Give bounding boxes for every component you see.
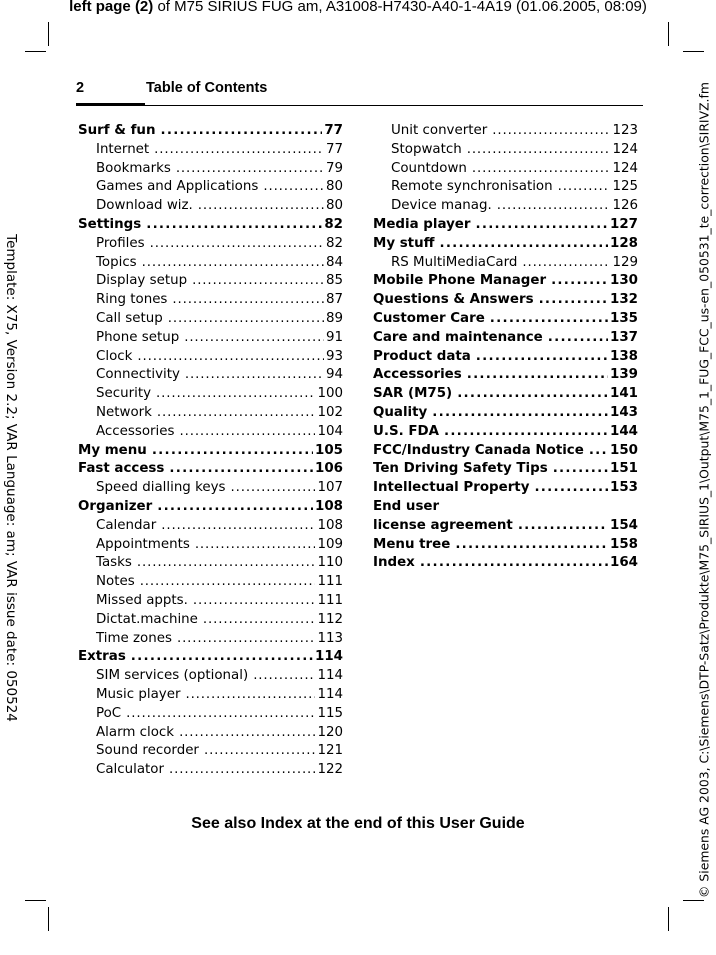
toc-entry[interactable] (373, 385, 638, 404)
toc-entry-page: 112 (317, 611, 343, 627)
toc-entry-title: Notes (96, 574, 135, 590)
toc-dot-leader (420, 554, 608, 573)
toc-dot-leader (558, 178, 611, 197)
toc-entry[interactable] (78, 705, 343, 724)
toc-dot-leader (168, 310, 324, 329)
toc-dot-leader (157, 404, 316, 423)
toc-entry[interactable] (78, 404, 343, 423)
toc-entry[interactable] (373, 122, 638, 141)
toc-entry[interactable] (78, 329, 343, 348)
crop-mark (683, 900, 704, 901)
toc-entry-page: 137 (610, 329, 638, 345)
toc-entry-title: U.S. FDA (373, 423, 439, 439)
toc-entry-title: Bookmarks (96, 160, 171, 176)
toc-entry-page: 107 (317, 480, 343, 496)
toc-dot-leader (161, 122, 323, 141)
toc-entry[interactable] (78, 216, 343, 235)
toc-dot-leader (179, 724, 315, 743)
toc-entry-title: Accessories (373, 367, 462, 383)
toc-entry[interactable] (78, 648, 343, 667)
toc-entry[interactable] (78, 366, 343, 385)
toc-dot-leader (131, 648, 313, 667)
toc-dot-leader (204, 742, 315, 761)
toc-entry-title: Settings (78, 216, 142, 232)
toc-entry-page: 80 (325, 179, 343, 195)
toc-entry[interactable] (373, 460, 638, 479)
toc-entry[interactable] (373, 423, 638, 442)
toc-dot-leader (193, 592, 316, 611)
toc-entry[interactable] (78, 178, 343, 197)
toc-entry-title: Call setup (96, 310, 163, 326)
toc-entry-title: Appointments (96, 536, 190, 552)
toc-entry-page: 102 (317, 404, 343, 420)
toc-entry-title: Display setup (96, 273, 188, 289)
toc-entry-title: FCC/Industry Canada Notice (373, 442, 584, 458)
toc-entry[interactable] (78, 761, 343, 780)
toc-entry-page: 113 (317, 630, 343, 646)
toc-entry-title: Speed dialling keys (96, 480, 226, 496)
toc-entry-title: Index (373, 555, 415, 571)
toc-entry-title: Accessories (96, 423, 175, 439)
toc-entry[interactable] (78, 667, 343, 686)
crop-mark (25, 51, 46, 52)
toc-entry[interactable] (373, 197, 638, 216)
toc-entry[interactable] (373, 310, 638, 329)
toc-dot-leader (203, 611, 316, 630)
toc-entry[interactable] (373, 554, 638, 573)
toc-entry-page: 125 (612, 179, 638, 195)
toc-dot-leader (472, 160, 611, 179)
toc-dot-leader (172, 291, 324, 310)
toc-dot-leader (156, 385, 315, 404)
toc-entry-page: 91 (325, 329, 343, 345)
toc-dot-leader (539, 291, 608, 310)
toc-entry-page: 106 (315, 461, 343, 477)
toc-entry[interactable] (373, 291, 638, 310)
toc-entry-title: Connectivity (96, 367, 180, 383)
toc-entry-page: 100 (317, 386, 343, 402)
toc-dot-leader (230, 479, 315, 498)
toc-entry-page: 153 (610, 480, 638, 496)
toc-entry[interactable] (373, 216, 638, 235)
toc-entry-page: 89 (325, 310, 343, 326)
toc-entry[interactable] (78, 291, 343, 310)
toc-entry-title: Calculator (96, 762, 164, 778)
header-document-info: of M75 SIRIUS FUG am, A31008-H7430-A40-1-4A19 (01.06.2005, 08:09) (153, 0, 647, 15)
toc-entry-title: SIM services (optional) (96, 668, 249, 684)
toc-entry-page: 121 (317, 743, 343, 759)
toc-entry-title: Alarm clock (96, 724, 175, 740)
toc-entry-page: 124 (612, 160, 638, 176)
toc-dot-leader (497, 197, 611, 216)
toc-entry-title: Dictat.machine (96, 611, 198, 627)
toc-dot-leader (140, 573, 316, 592)
toc-entry-page: 127 (610, 216, 638, 232)
toc-entry-title: Menu tree (373, 536, 451, 552)
index-reference-note: See also Index at the end of this User Guide (191, 815, 525, 832)
toc-entry-title: My stuff (373, 235, 435, 251)
header-rule-accent (76, 103, 145, 106)
toc-entry[interactable] (373, 536, 638, 555)
toc-entry-page: 87 (325, 292, 343, 308)
toc-entry-title: Calendar (96, 517, 157, 533)
toc-entry[interactable] (78, 310, 343, 329)
toc-entry[interactable] (373, 498, 638, 517)
toc-entry-title: Fast access (78, 461, 165, 477)
toc-entry-title: Sound recorder (96, 743, 199, 759)
toc-entry[interactable] (78, 254, 343, 273)
toc-entry-page: 79 (325, 160, 343, 176)
crop-mark (668, 907, 669, 931)
toc-dot-leader (152, 442, 313, 461)
toc-entry-page: 82 (324, 216, 343, 232)
toc-entry-page: 123 (612, 123, 638, 138)
toc-dot-leader (263, 178, 324, 197)
toc-entry-page: 129 (612, 254, 638, 270)
toc-entry[interactable] (373, 348, 638, 367)
toc-right-column (373, 122, 638, 573)
toc-entry[interactable] (78, 423, 343, 442)
toc-entry-page: 115 (317, 705, 343, 721)
toc-entry[interactable] (78, 630, 343, 649)
toc-dot-leader (476, 348, 608, 367)
toc-dot-leader (176, 160, 324, 179)
toc-entry-title: Unit converter (391, 123, 488, 138)
toc-entry-title: Tasks (96, 555, 132, 571)
toc-entry-page: 122 (317, 762, 343, 778)
toc-entry[interactable] (78, 536, 343, 555)
toc-entry[interactable] (78, 742, 343, 761)
toc-dot-leader (169, 761, 315, 780)
toc-entry[interactable] (373, 254, 638, 273)
template-info-vertical: Template: X75, Version 2.2; VAR Language: am; VAR issue date: 050524 (3, 234, 19, 722)
toc-entry[interactable] (373, 517, 638, 536)
toc-entry[interactable] (78, 479, 343, 498)
toc-dot-leader (492, 122, 610, 141)
toc-entry-title: RS MultiMediaCard (391, 254, 518, 270)
toc-entry-page: 126 (612, 198, 638, 214)
toc-entry-title: Clock (96, 348, 133, 364)
toc-entry-page: 114 (315, 649, 343, 665)
crop-mark (683, 51, 704, 52)
toc-entry[interactable] (373, 141, 638, 160)
toc-entry[interactable] (78, 554, 343, 573)
toc-dot-leader (589, 442, 608, 461)
toc-entry-title: Quality (373, 404, 428, 420)
toc-entry-page: 104 (317, 423, 343, 439)
toc-dot-leader (146, 216, 322, 235)
toc-dot-leader (150, 235, 324, 254)
document-header (0, 0, 716, 15)
toc-entry[interactable] (78, 573, 343, 592)
toc-entry-title: Profiles (96, 235, 145, 251)
toc-dot-leader (192, 272, 324, 291)
toc-entry[interactable] (78, 611, 343, 630)
toc-entry-title: Extras (78, 649, 126, 665)
toc-entry-title: Care and maintenance (373, 329, 543, 345)
toc-entry[interactable] (373, 442, 638, 461)
toc-entry-page: 94 (325, 367, 343, 383)
toc-entry[interactable] (78, 724, 343, 743)
toc-dot-leader (137, 554, 316, 573)
toc-dot-leader (490, 310, 608, 329)
toc-entry[interactable] (78, 272, 343, 291)
toc-entry-page: 120 (317, 724, 343, 740)
toc-entry-title: Network (96, 404, 152, 420)
toc-entry-page: 109 (317, 536, 343, 552)
page-number: 2 (76, 80, 85, 96)
toc-entry-title: Internet (96, 141, 150, 157)
toc-entry-title: Security (96, 386, 151, 402)
toc-dot-leader (195, 536, 316, 555)
toc-entry-page: 80 (325, 198, 343, 214)
toc-entry-title: PoC (96, 705, 122, 721)
toc-entry-title: Surf & fun (78, 123, 156, 138)
toc-entry[interactable] (78, 498, 343, 517)
toc-dot-leader (444, 423, 608, 442)
toc-dot-leader (157, 498, 313, 517)
toc-dot-leader (253, 667, 315, 686)
toc-entry-page: 151 (610, 461, 638, 477)
toc-entry[interactable] (373, 404, 638, 423)
toc-entry-page: 111 (317, 592, 343, 608)
toc-entry-title: My menu (78, 442, 147, 458)
toc-entry-page: 85 (325, 273, 343, 289)
toc-entry-title: Stopwatch (391, 141, 462, 157)
crop-mark (48, 907, 49, 931)
toc-entry-page: 141 (610, 386, 638, 402)
toc-entry-title: Topics (96, 254, 137, 270)
toc-entry-title: Questions & Answers (373, 292, 534, 308)
toc-dot-leader (179, 423, 315, 442)
toc-entry[interactable] (373, 178, 638, 197)
toc-entry-title: Remote synchronisation (391, 179, 553, 195)
toc-entry[interactable] (78, 686, 343, 705)
toc-entry-page: 84 (325, 254, 343, 270)
toc-dot-leader (184, 329, 324, 348)
toc-entry-page: 135 (610, 310, 638, 326)
toc-entry-page: 138 (610, 348, 638, 364)
toc-dot-leader (126, 705, 315, 724)
toc-entry-page: 144 (610, 423, 638, 439)
toc-entry-title: Device manag. (391, 198, 492, 214)
toc-dot-leader (432, 404, 608, 423)
toc-entry[interactable] (78, 348, 343, 367)
toc-entry[interactable] (373, 235, 638, 254)
toc-entry-page: 105 (315, 442, 343, 458)
toc-dot-leader (177, 630, 315, 649)
toc-left-column (78, 122, 343, 780)
toc-dot-leader (467, 141, 611, 160)
toc-entry-title: SAR (M75) (373, 386, 453, 402)
toc-entry-title: Ring tones (96, 292, 168, 308)
toc-entry[interactable] (78, 460, 343, 479)
toc-dot-leader (467, 366, 608, 385)
crop-mark (668, 22, 669, 46)
crop-mark (48, 22, 49, 46)
toc-entry[interactable] (78, 592, 343, 611)
crop-mark (25, 900, 46, 901)
toc-entry-page: 154 (610, 517, 638, 533)
toc-entry[interactable] (373, 272, 638, 291)
toc-entry-title: Missed appts. (96, 592, 188, 608)
copyright-path-vertical: © Siemens AG 2003, C:\Siemens\DTP-Satz\Produkte\M75_SIRIUS_1\Output\M75_1_FUG_FCC_us-en_050531_te_correction\SIRIVZ.fm (696, 82, 712, 898)
toc-dot-leader (185, 686, 315, 705)
toc-dot-leader (142, 254, 324, 273)
toc-entry-title: Organizer (78, 498, 153, 514)
toc-entry[interactable] (78, 160, 343, 179)
toc-dot-leader (548, 329, 608, 348)
toc-entry[interactable] (78, 442, 343, 461)
toc-entry[interactable] (373, 160, 638, 179)
toc-entry-title: Countdown (391, 160, 467, 176)
toc-dot-leader (161, 517, 315, 536)
toc-entry-page: 114 (317, 668, 343, 684)
toc-entry[interactable] (373, 329, 638, 348)
header-page-label: left page (2) (69, 0, 154, 15)
toc-dot-leader (457, 385, 608, 404)
toc-entry-page: 108 (317, 517, 343, 533)
toc-entry-page: 139 (610, 367, 638, 383)
toc-entry-page: 130 (610, 273, 638, 289)
toc-dot-leader (169, 460, 313, 479)
toc-entry-title: Music player (96, 686, 181, 702)
toc-entry-page: 164 (610, 555, 638, 571)
toc-dot-leader (522, 254, 610, 273)
header-rule (76, 105, 643, 106)
toc-entry-page: 111 (317, 574, 343, 590)
toc-entry[interactable] (373, 479, 638, 498)
toc-entry-title: Customer Care (373, 310, 485, 326)
toc-entry-page: 143 (610, 404, 638, 420)
toc-entry-title: Media player (373, 216, 471, 232)
toc-entry-title: Download wiz. (96, 198, 193, 214)
toc-entry[interactable] (78, 385, 343, 404)
toc-dot-leader (476, 216, 609, 235)
toc-dot-leader (198, 197, 324, 216)
toc-entry[interactable] (78, 517, 343, 536)
toc-dot-leader (137, 348, 324, 367)
toc-entry-title: Ten Driving Safety Tips (373, 461, 548, 477)
toc-entry[interactable] (78, 235, 343, 254)
toc-entry[interactable] (78, 197, 343, 216)
toc-entry-title: Games and Applications (96, 179, 259, 195)
toc-dot-leader (551, 272, 608, 291)
toc-dot-leader (534, 479, 608, 498)
toc-entry-title: Phone setup (96, 329, 180, 345)
toc-entry-page: 108 (315, 498, 343, 514)
toc-entry-page: 124 (612, 141, 638, 157)
toc-entry[interactable] (78, 141, 343, 160)
toc-entry-title: Time zones (96, 630, 172, 646)
toc-dot-leader (553, 460, 608, 479)
toc-dot-leader (185, 366, 324, 385)
toc-entry-page: 158 (610, 536, 638, 552)
toc-entry-title: license agreement (373, 517, 513, 533)
toc-dot-leader (154, 141, 324, 160)
toc-dot-leader (518, 517, 608, 536)
toc-entry-page: 114 (317, 686, 343, 702)
toc-entry-title: Intellectual Property (373, 480, 530, 496)
page-title: Table of Contents (146, 80, 268, 96)
toc-entry-page: 77 (324, 123, 343, 138)
toc-entry-page: 132 (610, 292, 638, 308)
toc-entry-page: 82 (325, 235, 343, 251)
toc-entry-page: 77 (325, 141, 343, 157)
toc-entry[interactable] (373, 366, 638, 385)
toc-entry-page: 150 (610, 442, 638, 458)
toc-entry-title: Product data (373, 348, 471, 364)
toc-dot-leader (439, 235, 608, 254)
toc-dot-leader (455, 536, 608, 555)
toc-entry-title: End user (373, 498, 440, 514)
toc-entry-page: 110 (317, 555, 343, 571)
toc-entry-title: Mobile Phone Manager (373, 273, 547, 289)
toc-entry[interactable] (78, 122, 343, 141)
toc-entry-page: 93 (325, 348, 343, 364)
toc-entry-page: 128 (610, 235, 638, 251)
